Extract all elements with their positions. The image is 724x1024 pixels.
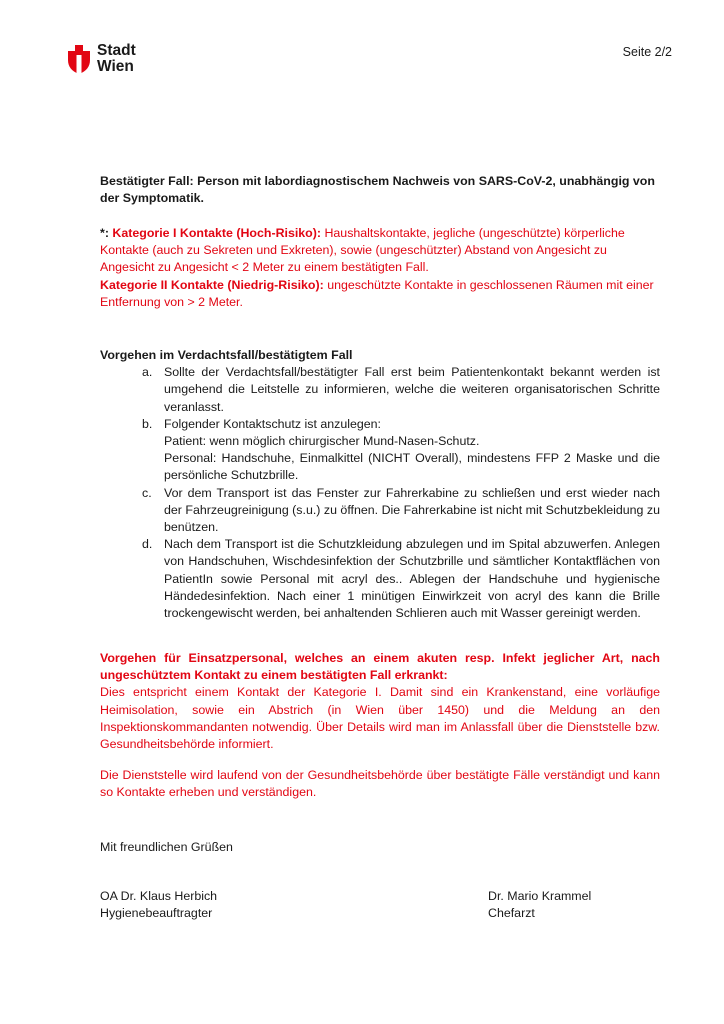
vienna-coat-of-arms-icon — [66, 43, 92, 75]
procedure-section — [100, 347, 660, 622]
step-marker: a. — [142, 365, 153, 380]
logo — [66, 43, 136, 75]
step-text: Sollte der Verdachtsfall/bestätigter Fall erst beim Patientenkontakt bekannt werden ist umgehend die Leitstelle zu informieren, welche die weiteren organisatorischen Schritte veranlasst. — [164, 365, 660, 414]
procedure-steps — [100, 364, 660, 622]
category-2-title: Kategorie II Kontakte (Niedrig-Risiko): — [100, 277, 324, 292]
category-2-text: ungeschützte Kontakte in geschlossenen Räumen mit einer Entfernung von > 2 Meter. — [100, 277, 654, 309]
step-marker: c. — [142, 485, 152, 500]
step-marker: d. — [142, 537, 153, 552]
confirmed-case-definition: Bestätigter Fall: Person mit labordiagnostischem Nachweis von SARS-CoV-2, unabhängig von der Symptomatik. — [100, 174, 655, 206]
step-text: Folgender Kontaktschutz ist anzulegen: — [164, 416, 381, 431]
procedure-heading: Vorgehen im Verdachtsfall/bestätigtem Fall — [100, 348, 353, 362]
signature-left-name: OA Dr. Klaus Herbich — [100, 889, 218, 903]
procedure-step-a — [100, 364, 660, 416]
procedure-step-b — [100, 416, 660, 485]
staff-infection-heading: Vorgehen für Einsatzpersonal, welches an einem akuten resp. Infekt jeglicher Art, nach ungeschütztem Kontakt zu einem bestätigten Fall erkrankt: — [100, 651, 660, 683]
signature-right-name: Dr. Mario Krammel — [488, 889, 592, 903]
procedure-step-d — [100, 536, 660, 622]
staff-infection-text: Dies entspricht einem Kontakt der Kategorie I. Damit sind ein Krankenstand, eine vorläufige Heimisolation, sowie ein Abstrich (in Wien über 1450) und die Meldung an den Inspektionskommandanten notwendig. Über Details wird man im Anlassfall über die Dienststelle bzw. Gesundheitsbehörde informiert. — [100, 685, 660, 752]
step-text: Patient: wenn möglich chirurgischer Mund-Nasen-Schutz. — [164, 434, 480, 449]
step-text: Nach dem Transport ist die Schutzkleidung abzulegen und im Spital abzuwerfen. Anlegen von Handschuhen, Wischdesinfektion der Schutzbrille und sämtlicher Kontaktflächen von PatientIn sowie Personal mit acryl des.. Ablegen der Handschuhe und hygienische Händedesinfektion. Nach einer 1 minütigen Einwirkzeit von acryl des kann die Brille trockengewischt werden, bei anhaltenden Schlieren auch mit Wasser gereinigt werden. — [164, 537, 660, 621]
closing — [100, 839, 660, 856]
notice-section — [100, 767, 660, 801]
page-number: Seite 2/2 — [622, 45, 672, 59]
logo-text-stadt: Stadt — [97, 42, 136, 59]
definition-block — [100, 173, 660, 207]
procedure-step-c — [100, 485, 660, 537]
signature-right — [488, 888, 591, 922]
category-1-paragraph — [100, 225, 660, 277]
signature-left — [100, 888, 217, 922]
contact-categories — [100, 225, 660, 311]
notice-text: Die Dienststelle wird laufend von der Gesundheitsbehörde über bestätigte Fälle verständigt und kann so Kontakte erheben und verständigen. — [100, 768, 660, 800]
category-1-title: Kategorie I Kontakte (Hoch-Risiko): — [112, 226, 322, 240]
footnote-star: *: — [100, 226, 109, 240]
category-2-paragraph — [100, 277, 660, 311]
signature-left-role: Hygienebeauftragter — [100, 906, 213, 921]
step-marker: b. — [142, 416, 153, 431]
category-1-text: Haushaltskontakte, jegliche (ungeschützte) körperliche Kontakte (auch zu Sekreten und Exkreten), sowie (ungeschützter) Abstand von Angesicht zu Angesicht zu Angesicht < 2 Meter zu einem bestätigten Fall. — [100, 226, 625, 275]
step-text: Personal: Handschuhe, Einmalkittel (NICHT Overall), mindestens FFP 2 Maske und die persönliche Schutzbrille. — [164, 451, 660, 483]
greeting: Mit freundlichen Grüßen — [100, 840, 233, 854]
signature-right-role: Chefarzt — [488, 906, 535, 921]
staff-infection-section — [100, 650, 660, 753]
logo-text-wien: Wien — [97, 57, 134, 75]
step-text: Vor dem Transport ist das Fenster zur Fahrerkabine zu schließen und erst wieder nach der Fahrzeugreinigung (s.u.) zu öffnen. Die Fahrerkabine ist nicht mit Schutzbekleidung zu benützen. — [164, 485, 660, 535]
